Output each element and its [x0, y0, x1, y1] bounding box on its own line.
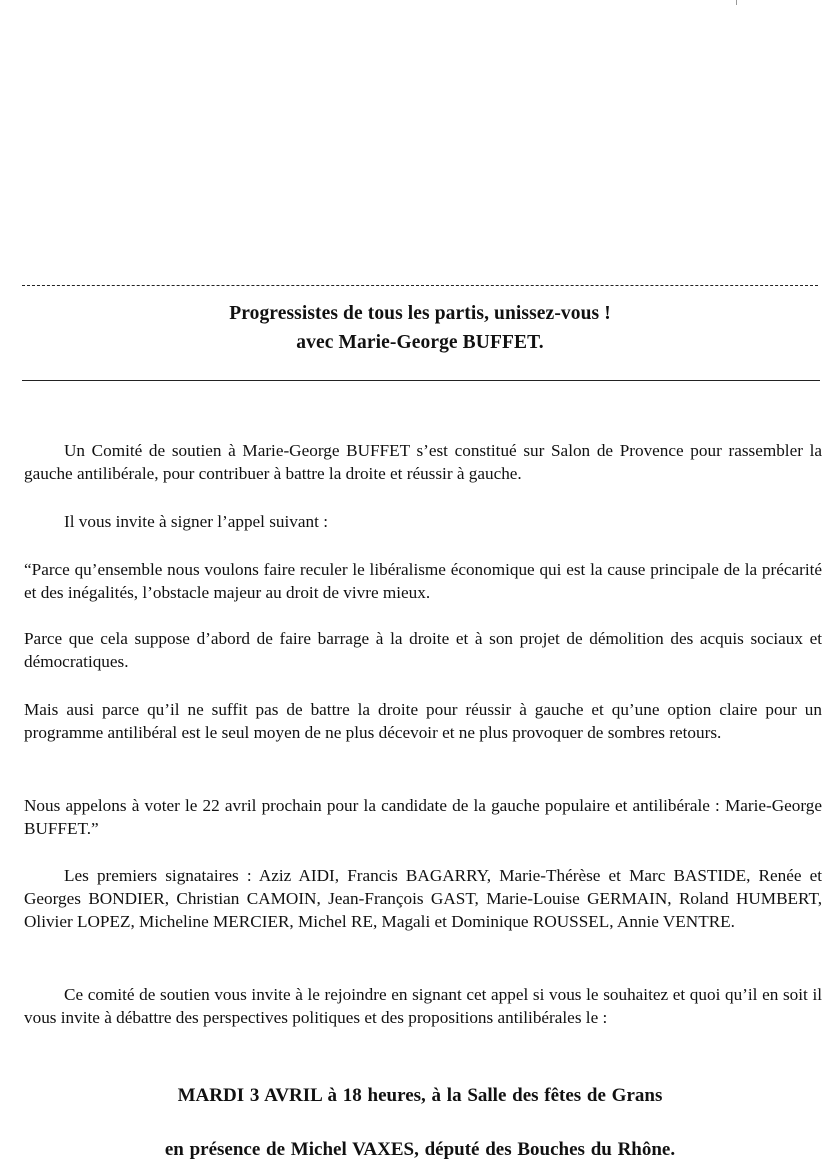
- title-line-1: Progressistes de tous les partis, unissez-vous !: [229, 303, 611, 324]
- event-date-location: MARDI 3 AVRIL à 18 heures, à la Salle des fêtes de Grans: [177, 1085, 663, 1106]
- paragraph-intro: Un Comité de soutien à Marie-George BUFFET s’est constitué sur Salon de Provence pour rassembler la gauche antilibérale, pour contribuer à battre la droite et réussir à gauche.: [24, 441, 822, 483]
- scan-speck: [736, 0, 737, 5]
- paragraph-appeal-4: Nous appelons à voter le 22 avril prochain pour la candidate de la gauche populaire et antilibérale : Marie-George BUFFET.”: [24, 796, 822, 838]
- paragraph-appeal-3: Mais ausi parce qu’il ne suffit pas de battre la droite pour réussir à gauche et qu’une option claire pour un programme antilibéral est le seul moyen de ne plus décevoir et ne plus provoquer de sombres retours.: [24, 700, 822, 742]
- paragraph-appeal-2: Parce que cela suppose d’abord de faire barrage à la droite et à son projet de démolition des acquis sociaux et démocratiques.: [24, 629, 822, 671]
- paragraph-invite: Il vous invite à signer l’appel suivant :: [64, 512, 328, 531]
- paragraph-signatories: Les premiers signataires : Aziz AIDI, Francis BAGARRY, Marie-Thérèse et Marc BASTIDE, Renée et Georges BONDIER, Christian CAMOIN, Jean-François GAST, Marie-Louise GERMAIN, Roland HUMBERT, Olivier LOPEZ, Micheline MERCIER, Michel RE, Magali et Dominique ROUSSEL, Annie VENTRE.: [24, 866, 822, 931]
- event-guest: en présence de Michel VAXES, député des Bouches du Rhône.: [164, 1139, 676, 1160]
- title-line-2: avec Marie-George BUFFET.: [296, 332, 544, 353]
- paragraph-committee-invite: Ce comité de soutien vous invite à le rejoindre en signant cet appel si vous le souhaitez et quoi qu’il en soit il vous invite à débattre des perspectives politiques et des propositions antilibérales le :: [24, 985, 822, 1027]
- dashed-separator: [22, 285, 818, 286]
- solid-separator: [22, 380, 820, 381]
- paragraph-appeal-1: “Parce qu’ensemble nous voulons faire reculer le libéralisme économique qui est la cause principale de la précarité et des inégalités, l’obstacle majeur au droit de vivre mieux.: [24, 560, 822, 602]
